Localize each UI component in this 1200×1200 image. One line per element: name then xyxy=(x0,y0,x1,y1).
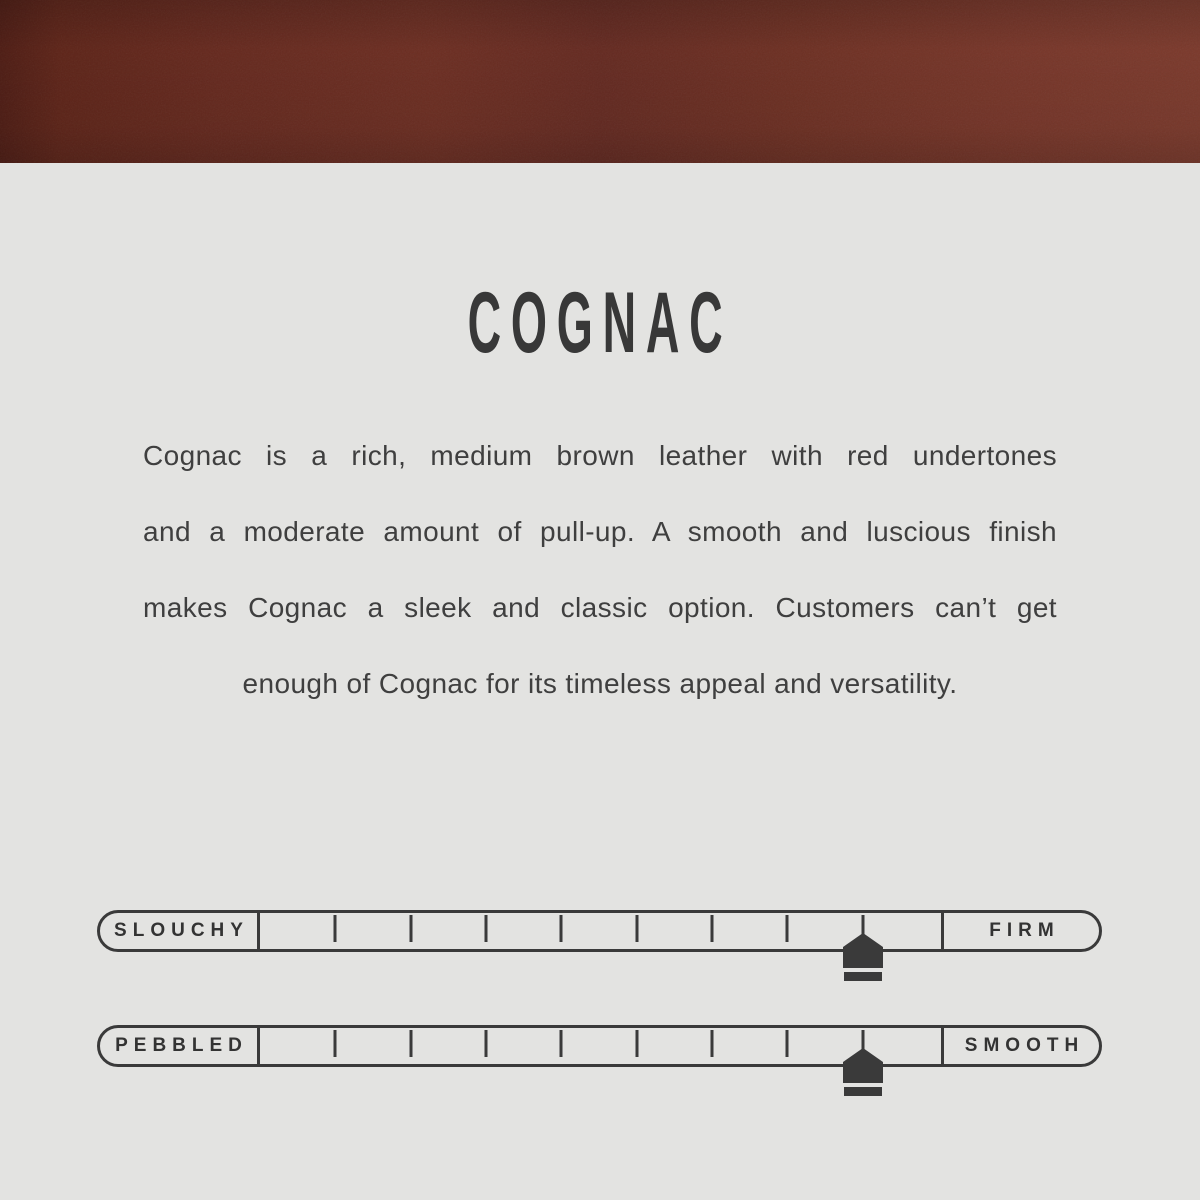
firmness-scale xyxy=(97,910,1102,952)
tick-mark xyxy=(861,1030,864,1057)
tick-mark xyxy=(786,915,789,942)
tick-mark xyxy=(635,1030,638,1057)
description-line: Cognac is a rich, medium brown leather with red undertones xyxy=(143,440,1057,471)
leather-texture-image xyxy=(0,0,1200,163)
tick-mark xyxy=(334,1030,337,1057)
tick-mark xyxy=(635,915,638,942)
tick-mark xyxy=(560,1030,563,1057)
description-line: makes Cognac a sleek and classic option. Customers can’t get xyxy=(143,592,1057,623)
description-line: and a moderate amount of pull-up. A smooth and luscious finish xyxy=(143,516,1057,547)
tick-mark xyxy=(485,1030,488,1057)
tick-mark xyxy=(711,1030,714,1057)
scale-track xyxy=(260,913,938,949)
leather-swatch-banner xyxy=(0,0,1200,163)
scale-left-label: PEBBLED xyxy=(100,1028,260,1064)
page-title: COGNAC xyxy=(467,275,733,371)
texture-scale xyxy=(97,1025,1102,1067)
scale-right-label: SMOOTH xyxy=(941,1028,1099,1064)
tick-mark xyxy=(334,915,337,942)
tick-mark xyxy=(560,915,563,942)
scale-right-label: FIRM xyxy=(941,913,1099,949)
description-paragraph xyxy=(143,418,1057,722)
description-line: enough of Cognac for its timeless appeal and versatility. xyxy=(242,668,958,699)
scale-track xyxy=(260,1028,938,1064)
tick-mark xyxy=(409,1030,412,1057)
tick-mark xyxy=(485,915,488,942)
tick-mark xyxy=(409,915,412,942)
tick-mark xyxy=(711,915,714,942)
scale-left-label: SLOUCHY xyxy=(100,913,260,949)
tick-mark xyxy=(786,1030,789,1057)
tick-mark xyxy=(861,915,864,942)
